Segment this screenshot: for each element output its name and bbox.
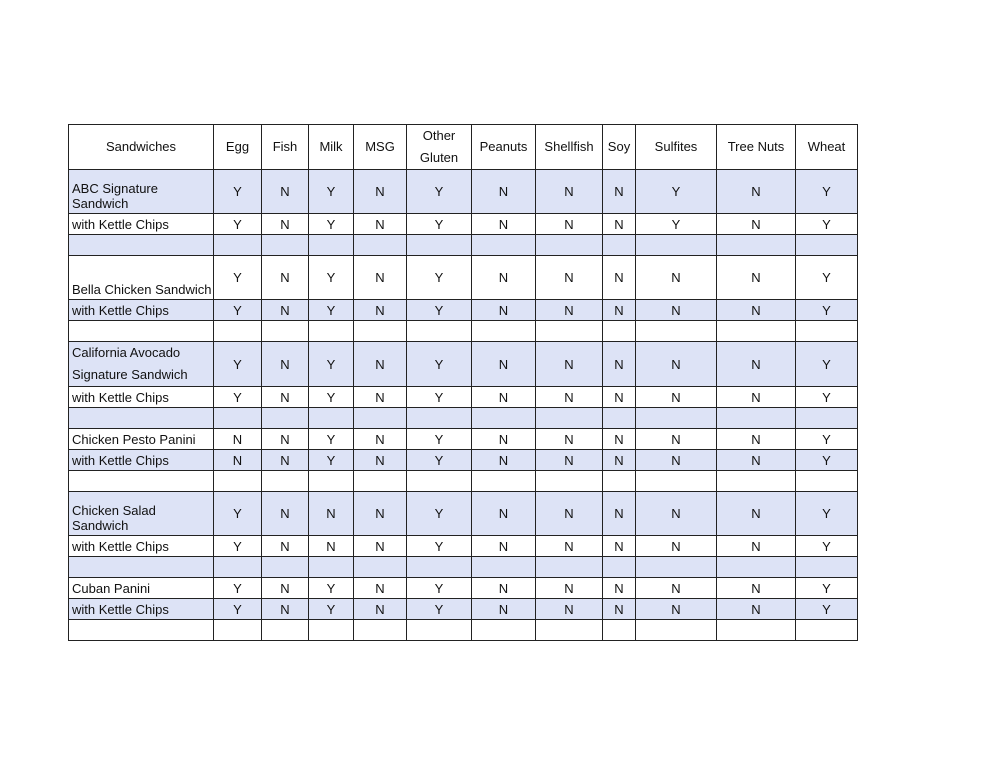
- sandwich-name-cell: ABC Signature Sandwich: [69, 170, 214, 214]
- allergen-table: [68, 124, 858, 641]
- allergen-value-cell: N: [472, 578, 536, 599]
- allergen-value-cell: [214, 408, 262, 429]
- allergen-value-cell: N: [717, 536, 796, 557]
- allergen-value-cell: [407, 408, 472, 429]
- allergen-value-cell: N: [717, 256, 796, 300]
- allergen-value-cell: [603, 408, 636, 429]
- allergen-value-cell: [636, 620, 717, 641]
- allergen-value-cell: Y: [407, 429, 472, 450]
- allergen-value-cell: N: [717, 300, 796, 321]
- allergen-value-cell: [603, 321, 636, 342]
- allergen-value-cell: N: [354, 170, 407, 214]
- allergen-value-cell: [262, 321, 309, 342]
- allergen-value-cell: N: [536, 578, 603, 599]
- allergen-value-cell: [536, 557, 603, 578]
- allergen-value-cell: N: [603, 578, 636, 599]
- allergen-value-cell: [472, 235, 536, 256]
- allergen-value-cell: N: [717, 342, 796, 387]
- allergen-value-cell: [636, 235, 717, 256]
- allergen-value-cell: N: [717, 214, 796, 235]
- allergen-value-cell: N: [603, 450, 636, 471]
- allergen-value-cell: [603, 471, 636, 492]
- allergen-value-cell: N: [536, 429, 603, 450]
- allergen-value-cell: N: [603, 300, 636, 321]
- table-row: [69, 578, 858, 599]
- sandwich-name-cell: with Kettle Chips: [69, 300, 214, 321]
- allergen-value-cell: [354, 620, 407, 641]
- allergen-value-cell: N: [262, 387, 309, 408]
- allergen-value-cell: N: [603, 536, 636, 557]
- allergen-value-cell: Y: [407, 450, 472, 471]
- allergen-value-cell: N: [262, 256, 309, 300]
- allergen-value-cell: [354, 557, 407, 578]
- header-soy: Soy: [603, 125, 636, 170]
- allergen-value-cell: Y: [796, 536, 858, 557]
- allergen-value-cell: [214, 620, 262, 641]
- allergen-value-cell: Y: [214, 536, 262, 557]
- header-sandwiches: Sandwiches: [69, 125, 214, 170]
- allergen-value-cell: N: [536, 256, 603, 300]
- sandwich-name-cell: Chicken Pesto Panini: [69, 429, 214, 450]
- allergen-value-cell: Y: [309, 450, 354, 471]
- allergen-value-cell: Y: [796, 599, 858, 620]
- allergen-value-cell: N: [717, 599, 796, 620]
- sandwich-name-cell: with Kettle Chips: [69, 599, 214, 620]
- allergen-value-cell: N: [262, 214, 309, 235]
- allergen-value-cell: Y: [309, 387, 354, 408]
- allergen-value-cell: Y: [796, 342, 858, 387]
- allergen-value-cell: [536, 321, 603, 342]
- allergen-value-cell: N: [636, 578, 717, 599]
- sandwich-name-cell: with Kettle Chips: [69, 214, 214, 235]
- allergen-value-cell: Y: [309, 256, 354, 300]
- allergen-value-cell: [717, 557, 796, 578]
- allergen-value-cell: [214, 471, 262, 492]
- allergen-value-cell: Y: [796, 387, 858, 408]
- allergen-value-cell: N: [717, 387, 796, 408]
- allergen-value-cell: N: [262, 536, 309, 557]
- sandwich-name-cell: with Kettle Chips: [69, 536, 214, 557]
- allergen-value-cell: [536, 471, 603, 492]
- header-peanuts: Peanuts: [472, 125, 536, 170]
- allergen-value-cell: N: [636, 536, 717, 557]
- table-row: [69, 214, 858, 235]
- allergen-value-cell: N: [354, 387, 407, 408]
- sandwich-name-cell: California Avocado Signature Sandwich: [69, 342, 214, 387]
- allergen-value-cell: [603, 557, 636, 578]
- allergen-value-cell: N: [603, 387, 636, 408]
- allergen-value-cell: [536, 408, 603, 429]
- allergen-value-cell: Y: [214, 214, 262, 235]
- allergen-value-cell: N: [536, 300, 603, 321]
- allergen-value-cell: Y: [309, 342, 354, 387]
- allergen-value-cell: N: [472, 492, 536, 536]
- allergen-value-cell: Y: [309, 429, 354, 450]
- allergen-value-cell: [214, 235, 262, 256]
- allergen-value-cell: [309, 620, 354, 641]
- allergen-value-cell: [796, 235, 858, 256]
- allergen-value-cell: N: [536, 536, 603, 557]
- allergen-value-cell: N: [472, 536, 536, 557]
- allergen-value-cell: Y: [796, 300, 858, 321]
- allergen-value-cell: N: [636, 599, 717, 620]
- allergen-value-cell: N: [354, 492, 407, 536]
- allergen-value-cell: N: [472, 429, 536, 450]
- sandwich-name-cell: [69, 557, 214, 578]
- sandwich-name-cell: [69, 620, 214, 641]
- table-row: [69, 300, 858, 321]
- table-row: [69, 620, 858, 641]
- allergen-value-cell: Y: [407, 578, 472, 599]
- header-shellfish: Shellfish: [536, 125, 603, 170]
- sandwich-name-cell: Cuban Panini: [69, 578, 214, 599]
- sandwich-name-cell: with Kettle Chips: [69, 387, 214, 408]
- allergen-value-cell: N: [354, 214, 407, 235]
- table-row: [69, 599, 858, 620]
- allergen-value-cell: [796, 408, 858, 429]
- allergen-value-cell: [309, 408, 354, 429]
- allergen-value-cell: Y: [796, 170, 858, 214]
- allergen-value-cell: N: [636, 429, 717, 450]
- allergen-value-cell: Y: [796, 256, 858, 300]
- allergen-value-cell: N: [536, 599, 603, 620]
- allergen-value-cell: N: [717, 450, 796, 471]
- allergen-value-cell: N: [472, 170, 536, 214]
- allergen-value-cell: N: [472, 300, 536, 321]
- header-wheat: Wheat: [796, 125, 858, 170]
- allergen-value-cell: [354, 321, 407, 342]
- allergen-value-cell: N: [472, 450, 536, 471]
- allergen-value-cell: [636, 408, 717, 429]
- allergen-value-cell: N: [536, 492, 603, 536]
- sandwich-name-cell: [69, 471, 214, 492]
- allergen-value-cell: [796, 321, 858, 342]
- allergen-value-cell: [407, 620, 472, 641]
- allergen-value-cell: N: [472, 214, 536, 235]
- allergen-value-cell: N: [354, 578, 407, 599]
- table-row: [69, 387, 858, 408]
- table-row: [69, 471, 858, 492]
- sandwich-name-cell: [69, 321, 214, 342]
- allergen-value-cell: N: [262, 300, 309, 321]
- allergen-value-cell: N: [472, 599, 536, 620]
- allergen-value-cell: Y: [309, 214, 354, 235]
- allergen-value-cell: N: [536, 342, 603, 387]
- allergen-value-cell: [717, 235, 796, 256]
- allergen-value-cell: Y: [407, 387, 472, 408]
- allergen-value-cell: [603, 620, 636, 641]
- allergen-value-cell: N: [354, 536, 407, 557]
- allergen-value-cell: Y: [796, 429, 858, 450]
- allergen-value-cell: N: [472, 387, 536, 408]
- sandwich-name-cell: [69, 235, 214, 256]
- allergen-value-cell: [717, 471, 796, 492]
- allergen-value-cell: N: [214, 450, 262, 471]
- allergen-value-cell: [472, 620, 536, 641]
- allergen-value-cell: [354, 408, 407, 429]
- header-tree-nuts: Tree Nuts: [717, 125, 796, 170]
- sandwich-name-cell: Chicken Salad Sandwich: [69, 492, 214, 536]
- table-row: [69, 450, 858, 471]
- allergen-value-cell: N: [536, 170, 603, 214]
- allergen-value-cell: N: [603, 429, 636, 450]
- allergen-value-cell: Y: [407, 256, 472, 300]
- allergen-value-cell: N: [262, 450, 309, 471]
- allergen-value-cell: N: [636, 342, 717, 387]
- allergen-value-cell: Y: [214, 342, 262, 387]
- allergen-value-cell: [603, 235, 636, 256]
- header-row: [69, 125, 858, 170]
- allergen-value-cell: [407, 557, 472, 578]
- allergen-value-cell: [717, 408, 796, 429]
- allergen-value-cell: Y: [407, 599, 472, 620]
- allergen-value-cell: [636, 321, 717, 342]
- allergen-value-cell: Y: [636, 214, 717, 235]
- allergen-value-cell: Y: [407, 492, 472, 536]
- allergen-value-cell: N: [354, 450, 407, 471]
- sandwich-name-cell: [69, 408, 214, 429]
- allergen-value-cell: N: [536, 387, 603, 408]
- header-sulfites: Sulfites: [636, 125, 717, 170]
- allergen-value-cell: Y: [309, 300, 354, 321]
- allergen-value-cell: Y: [407, 300, 472, 321]
- allergen-value-cell: [717, 620, 796, 641]
- allergen-value-cell: N: [262, 342, 309, 387]
- allergen-value-cell: [472, 557, 536, 578]
- allergen-value-cell: Y: [796, 450, 858, 471]
- allergen-value-cell: Y: [309, 170, 354, 214]
- allergen-value-cell: Y: [309, 599, 354, 620]
- allergen-value-cell: [717, 321, 796, 342]
- allergen-value-cell: [214, 321, 262, 342]
- allergen-value-cell: N: [717, 492, 796, 536]
- allergen-value-cell: Y: [407, 170, 472, 214]
- allergen-value-cell: N: [472, 256, 536, 300]
- allergen-value-cell: Y: [214, 300, 262, 321]
- allergen-value-cell: N: [262, 599, 309, 620]
- allergen-value-cell: N: [717, 170, 796, 214]
- allergen-value-cell: N: [603, 492, 636, 536]
- table-row: [69, 342, 858, 387]
- allergen-value-cell: N: [717, 578, 796, 599]
- allergen-value-cell: N: [262, 429, 309, 450]
- allergen-value-cell: N: [536, 450, 603, 471]
- allergen-value-cell: [407, 471, 472, 492]
- allergen-value-cell: Y: [796, 214, 858, 235]
- table-row: [69, 492, 858, 536]
- allergen-value-cell: [262, 471, 309, 492]
- allergen-value-cell: N: [309, 492, 354, 536]
- allergen-value-cell: [309, 321, 354, 342]
- allergen-value-cell: N: [636, 492, 717, 536]
- allergen-value-cell: [636, 557, 717, 578]
- allergen-value-cell: N: [717, 429, 796, 450]
- allergen-value-cell: [309, 235, 354, 256]
- header-other-gluten-label: Other Gluten: [419, 128, 459, 165]
- allergen-value-cell: N: [354, 300, 407, 321]
- allergen-value-cell: Y: [796, 578, 858, 599]
- allergen-value-cell: N: [536, 214, 603, 235]
- allergen-value-cell: N: [354, 429, 407, 450]
- allergen-value-cell: [407, 321, 472, 342]
- allergen-value-cell: N: [262, 492, 309, 536]
- allergen-value-cell: [796, 471, 858, 492]
- allergen-value-cell: [309, 557, 354, 578]
- allergen-value-cell: [536, 620, 603, 641]
- header-other-gluten: [407, 125, 472, 170]
- allergen-value-cell: N: [262, 578, 309, 599]
- allergen-value-cell: Y: [309, 578, 354, 599]
- allergen-value-cell: Y: [214, 599, 262, 620]
- header-msg: MSG: [354, 125, 407, 170]
- allergen-value-cell: N: [636, 300, 717, 321]
- header-fish: Fish: [262, 125, 309, 170]
- table-row: [69, 170, 858, 214]
- allergen-value-cell: Y: [214, 492, 262, 536]
- allergen-value-cell: [262, 235, 309, 256]
- allergen-value-cell: Y: [214, 578, 262, 599]
- allergen-value-cell: Y: [636, 170, 717, 214]
- allergen-value-cell: Y: [214, 256, 262, 300]
- allergen-value-cell: N: [262, 170, 309, 214]
- header-milk: Milk: [309, 125, 354, 170]
- allergen-value-cell: N: [636, 387, 717, 408]
- table-row: [69, 429, 858, 450]
- allergen-value-cell: N: [603, 342, 636, 387]
- allergen-value-cell: N: [354, 342, 407, 387]
- table-row: [69, 557, 858, 578]
- sandwich-name-cell: with Kettle Chips: [69, 450, 214, 471]
- sandwich-name-cell: Bella Chicken Sandwich: [69, 256, 214, 300]
- table-row: [69, 408, 858, 429]
- allergen-value-cell: [796, 557, 858, 578]
- allergen-value-cell: [472, 321, 536, 342]
- allergen-value-cell: [309, 471, 354, 492]
- header-egg: Egg: [214, 125, 262, 170]
- allergen-value-cell: N: [603, 256, 636, 300]
- allergen-value-cell: Y: [407, 536, 472, 557]
- allergen-value-cell: Y: [214, 387, 262, 408]
- allergen-value-cell: [472, 471, 536, 492]
- allergen-value-cell: Y: [407, 342, 472, 387]
- allergen-value-cell: N: [309, 536, 354, 557]
- table-row: [69, 256, 858, 300]
- allergen-value-cell: [796, 620, 858, 641]
- allergen-value-cell: [354, 471, 407, 492]
- allergen-value-cell: Y: [796, 492, 858, 536]
- table-row: [69, 235, 858, 256]
- table-body: [69, 170, 858, 641]
- allergen-value-cell: Y: [407, 214, 472, 235]
- allergen-value-cell: N: [354, 256, 407, 300]
- allergen-value-cell: N: [603, 599, 636, 620]
- allergen-value-cell: N: [214, 429, 262, 450]
- allergen-value-cell: [472, 408, 536, 429]
- allergen-value-cell: [354, 235, 407, 256]
- allergen-value-cell: [262, 557, 309, 578]
- allergen-value-cell: [407, 235, 472, 256]
- allergen-value-cell: [262, 408, 309, 429]
- table-row: [69, 536, 858, 557]
- table-row: [69, 321, 858, 342]
- allergen-value-cell: N: [603, 214, 636, 235]
- allergen-value-cell: N: [636, 256, 717, 300]
- allergen-value-cell: N: [636, 450, 717, 471]
- allergen-value-cell: N: [603, 170, 636, 214]
- allergen-value-cell: N: [472, 342, 536, 387]
- allergen-value-cell: Y: [214, 170, 262, 214]
- allergen-value-cell: [262, 620, 309, 641]
- allergen-value-cell: [214, 557, 262, 578]
- allergen-value-cell: N: [354, 599, 407, 620]
- allergen-value-cell: [636, 471, 717, 492]
- allergen-value-cell: [536, 235, 603, 256]
